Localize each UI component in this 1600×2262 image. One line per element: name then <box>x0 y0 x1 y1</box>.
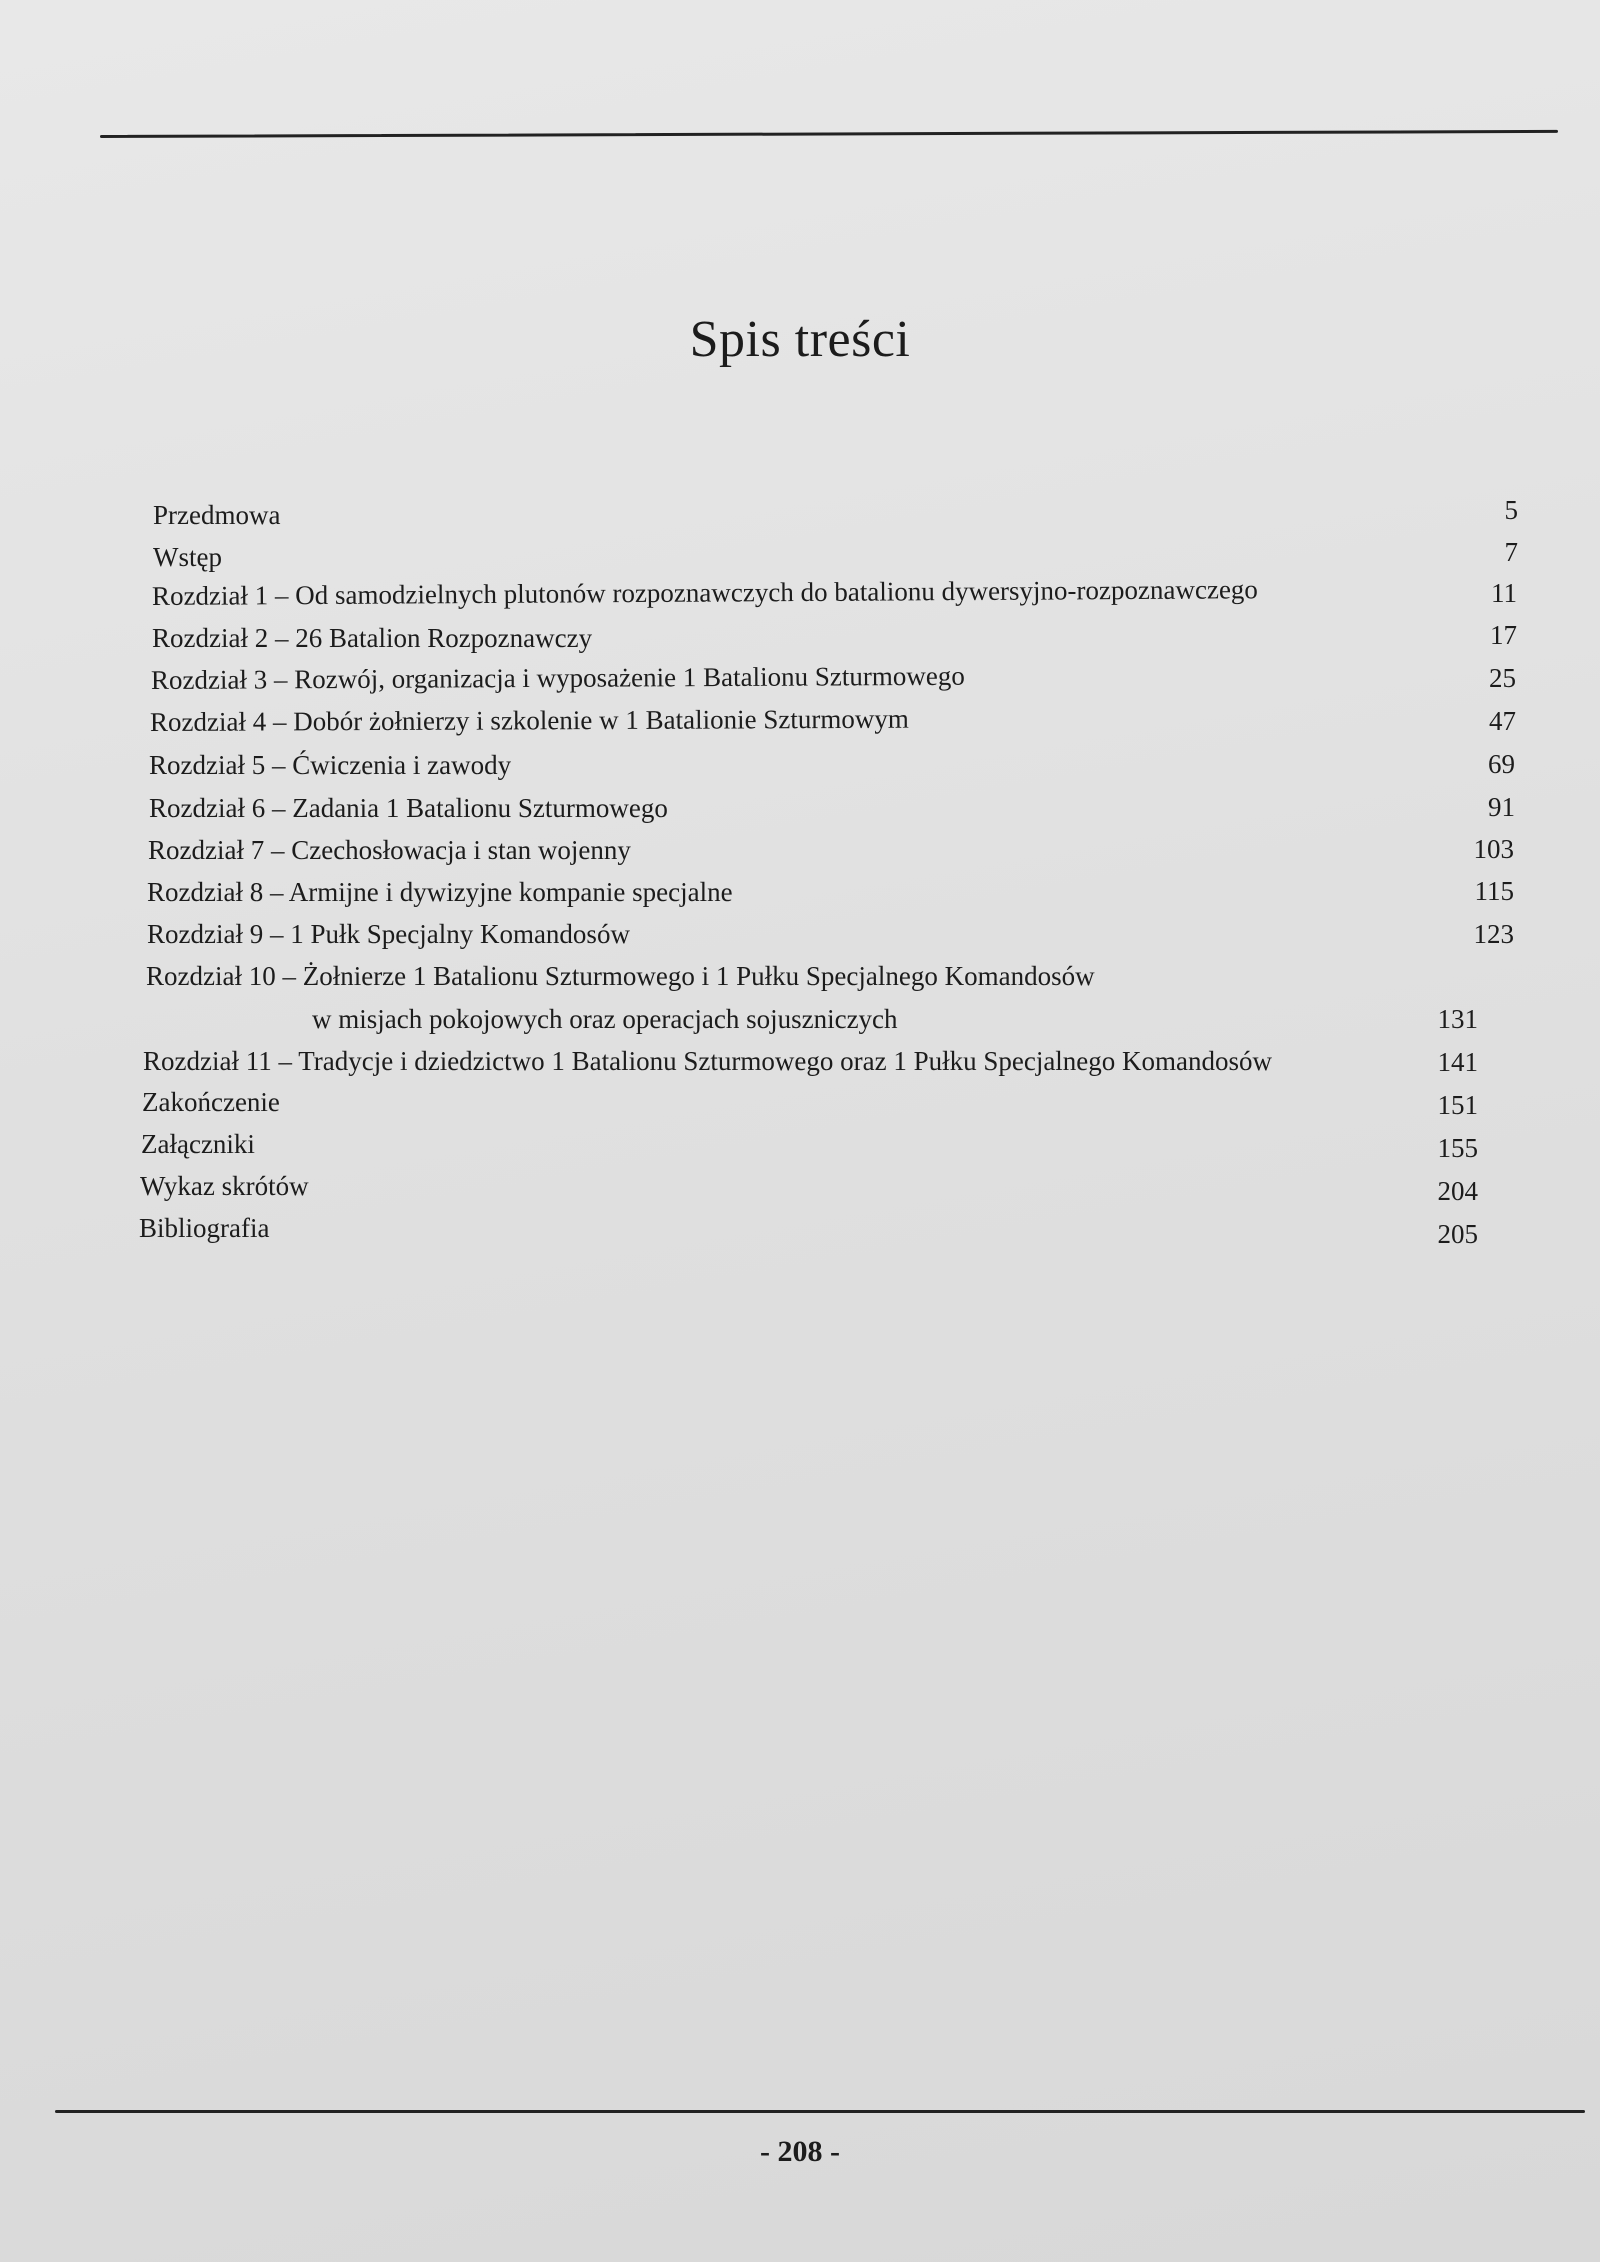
toc-entry-label: Rozdział 7 – Czechosłowacja i stan wojenny <box>148 835 631 865</box>
bottom-rule <box>55 2110 1585 2113</box>
toc-entry-page: 5 <box>1504 495 1518 525</box>
toc-entry-page: 141 <box>1437 1047 1478 1077</box>
toc-entry-page: 69 <box>1488 749 1515 779</box>
toc-entry-label: Załączniki <box>141 1129 255 1159</box>
toc-entry-label: Rozdział 10 – Żołnierze 1 Batalionu Szturmowego i 1 Pułku Specjalnego Komandosów <box>146 961 1095 991</box>
page-number: - 208 - <box>760 2135 840 2168</box>
toc-entry-label: Wstęp <box>153 542 222 572</box>
page-title: Spis treści <box>689 311 911 368</box>
toc-entry-page: 17 <box>1490 620 1517 650</box>
toc-entry-continuation: w misjach pokojowych oraz operacjach sojuszniczych <box>312 1004 898 1034</box>
toc-entry-page: 204 <box>1437 1176 1478 1206</box>
toc-entry-label: Rozdział 9 – 1 Pułk Specjalny Komandosów <box>147 919 630 949</box>
toc-entry-page: 205 <box>1437 1219 1478 1249</box>
toc-entry-page: 91 <box>1488 792 1515 822</box>
toc-entry-label: Wykaz skrótów <box>140 1171 309 1201</box>
toc-entry-label: Zakończenie <box>142 1087 280 1117</box>
toc-entry-label: Rozdział 6 – Zadania 1 Batalionu Szturmowego <box>149 793 668 823</box>
toc-entry-label: Rozdział 1 – Od samodzielnych plutonów rozpoznawczych do batalionu dywersyjno-rozpoznawczego <box>151 574 1258 611</box>
toc-entry-page: 115 <box>1474 876 1514 906</box>
toc-entry-label: Bibliografia <box>139 1213 270 1243</box>
toc-entry-label: Rozdział 4 – Dobór żołnierzy i szkolenie w 1 Batalionie Szturmowym <box>149 703 909 737</box>
toc-entry-label: Rozdział 8 – Armijne i dywizyjne kompanie specjalne <box>147 877 733 907</box>
toc-entry-page: 25 <box>1489 663 1516 693</box>
toc-entry-page: 7 <box>1504 537 1518 567</box>
toc-entry-label: Rozdział 2 – 26 Batalion Rozpoznawczy <box>152 623 593 653</box>
toc-entry-page: 11 <box>1491 578 1517 608</box>
toc-entry-page: 151 <box>1437 1090 1478 1120</box>
toc-entry-label: Rozdział 11 – Tradycje i dziedzictwo 1 Batalionu Szturmowego oraz 1 Pułku Specjalnego Komandosów <box>143 1046 1273 1076</box>
toc-entry-page: 47 <box>1489 706 1516 736</box>
toc-entry-label: Rozdział 5 – Ćwiczenia i zawody <box>149 750 512 780</box>
toc-entry-label: Przedmowa <box>153 500 281 530</box>
toc-entry-page: 131 <box>1437 1004 1478 1034</box>
toc-entry-page: 123 <box>1473 919 1514 949</box>
toc-entry-page: 155 <box>1437 1133 1478 1163</box>
toc-entry-label: Rozdział 3 – Rozwój, organizacja i wyposażenie 1 Batalionu Szturmowego <box>150 660 965 695</box>
toc-entry-page: 103 <box>1473 834 1514 864</box>
